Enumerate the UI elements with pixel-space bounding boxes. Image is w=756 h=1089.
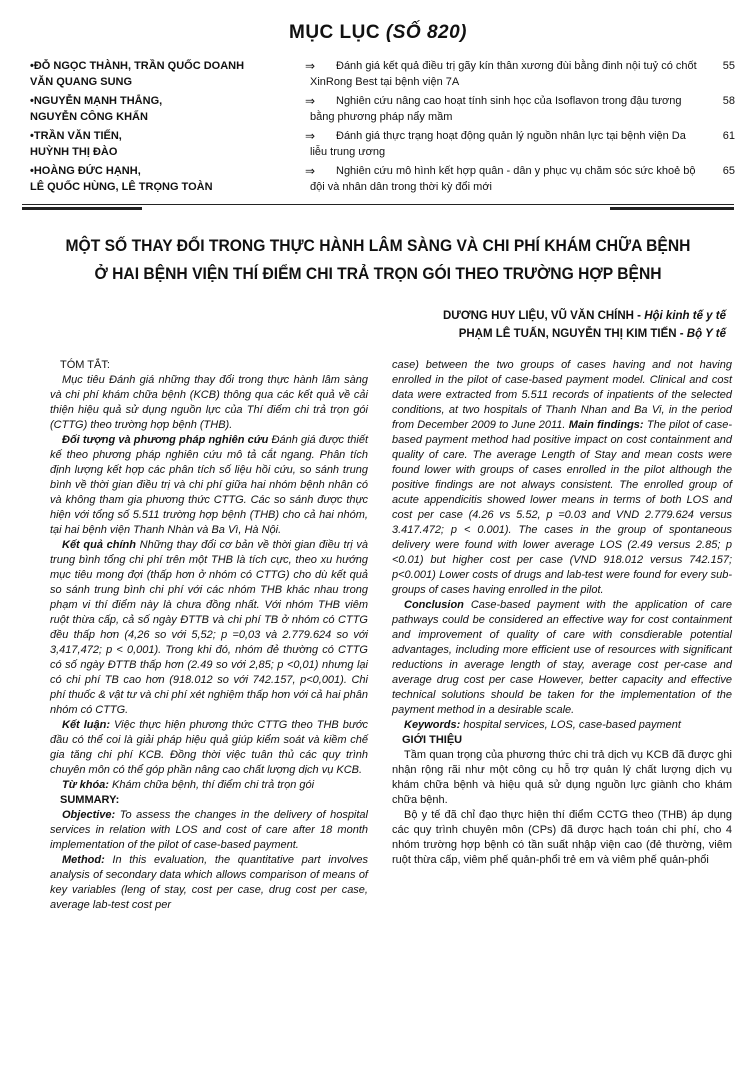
summary-label: Method: bbox=[62, 854, 105, 866]
summary-label: Keywords: bbox=[404, 719, 461, 731]
summary-text: case) between the two groups of cases having and not having enrolled in the pilot of case-based payment model. Clinical and cost data were extracted from 5.511 records of inpatients of the selected conditions, at two hospitals of Thanh Nhan and Ba Vi, in the period from December 2009 to June 2011. bbox=[392, 359, 732, 431]
right-column bbox=[392, 358, 732, 868]
toc-authors-line: •NGUYỄN MẠNH THẮNG, bbox=[30, 95, 163, 107]
section-heading-introduction: GIỚI THIỆU bbox=[402, 734, 463, 746]
abstract-results bbox=[50, 538, 368, 718]
toc-entry-title: Nghiên cứu nâng cao hoạt tính sinh học của Isoflavon trong đậu tương bằng phương pháp nẩy mầm bbox=[310, 95, 682, 123]
toc-authors-line: HUỲNH THỊ ĐÀO bbox=[30, 146, 118, 158]
summary-continuation bbox=[392, 358, 732, 598]
toc-authors-line: NGUYỄN CÔNG KHẨN bbox=[30, 111, 148, 123]
abstract-objective bbox=[50, 373, 368, 433]
author-names: PHẠM LÊ TUẤN, NGUYỄN THỊ KIM TIẾN - bbox=[458, 328, 687, 340]
toc-page-number: 61 bbox=[722, 130, 735, 142]
abstract-text: Khám chữa bệnh, thí điểm chi trả trọn gói bbox=[108, 779, 315, 791]
author-names: DƯƠNG HUY LIỆU, VŨ VĂN CHÍNH - bbox=[442, 310, 645, 322]
arrow-icon: ⇒ bbox=[305, 129, 316, 143]
toc-entry-authors bbox=[30, 58, 300, 90]
summary-text: The pilot of case-based payment method had positive impact on cost containment and quality of care. The average Length of Stay and mean costs were found lower with groups of cases enrolled in the pilot although the positive findings are not always consistent. The enrolled group of acute appendicitis showed lower means in terms of both LOS and cost per case (4.26 vs 5.52, p =0.03 and VND 2.779.624 versus 3.417.472; p < 0.001). The cases in the group of spontaneous delivery were found with lower average LOS (2.49 versus 2.85; p <0.01) but higher cost per case (VND 918.012 versus 742.157; p<0.001) Lower costs of drugs and lab-test were found for every sub-groups of cases having enrolled in the pilot. bbox=[392, 419, 732, 596]
article-authors bbox=[443, 307, 726, 343]
abstract-conclusion bbox=[50, 718, 368, 778]
summary-text: Case-based payment with the application of care pathways could be considered an effective way for cost containment and improvement of quality of care with consdierable potential advantages, including more efficient use of resources with significant reductions in average length of stay, average cost per-case and average drug cost per case However, better capacity and effective technical solutions should be taken for the implementation of the payment method in a desirable scale. bbox=[392, 599, 732, 716]
abstract-label: Từ khóa: bbox=[62, 779, 109, 791]
toc-entry[interactable] bbox=[30, 163, 735, 198]
toc-entry-title: Nghiên cứu mô hình kết hợp quân - dân y phục vụ chăm sóc sức khoẻ bộ đội và nhân dân trong thời kỳ đổi mới bbox=[310, 165, 696, 193]
article-title-line: MỘT SỐ THAY ĐỔI TRONG THỰC HÀNH LÂM SÀNG VÀ CHI PHÍ KHÁM CHỮA BỆNH bbox=[65, 236, 691, 255]
left-column bbox=[50, 358, 368, 913]
summary-method bbox=[50, 853, 368, 913]
article-title-line: Ở HAI BỆNH VIỆN THÍ ĐIỂM CHI TRẢ TRỌN GÓI THEO TRƯỜNG HỢP BỆNH bbox=[94, 264, 662, 283]
author-affiliation: Bộ Y tế bbox=[686, 328, 726, 340]
toc-entry-authors bbox=[30, 128, 300, 160]
summary-label: Conclusion bbox=[404, 599, 464, 611]
summary-text: hospital services, LOS, case-based payment bbox=[460, 719, 681, 731]
summary-keywords bbox=[392, 718, 732, 733]
toc-entry-title: Đánh giá kết quả điều trị gãy kín thân xương đùi bằng đinh nội tuỷ có chốt XinRong Best tại bệnh viện 7A bbox=[310, 60, 697, 88]
toc-authors-line: •TRẦN VĂN TIẾN, bbox=[30, 130, 122, 142]
abstract-text: Những thay đổi cơ bản về thời gian điều trị và trung bình tổng chi phí trên một THB là tích cực, theo xu hướng mục tiêu mong đợi (thấp hơn ở nhóm có CTTG) cho dù kết quả so sánh trung bình chi phí với các nhóm THB khác nhau trong phạm vi thí điểm này là chưa đồng nhất. Với nhóm THB viêm ruột thừa cấp, cả số ngày ĐTTB và chi phí TB ở nhóm có CTTG đều thấp hơn (4,26 so với 5,52; p =0,03 và 2.779.624 so với 3,417,472; p < 0,001). Trong khi đó, nhóm đẻ thường có CTTG có số ngày ĐTTB thấp hơn (2.49 so với 2,85; p <0,01) nhưng lại có chi phí TB cao hơn (918.012 so với 742.157, p<0,001). Chi phí thuốc & vật tư và chi phí xét nghiệm thấp hơn với cả hai phân nhóm có CTTG. bbox=[50, 539, 368, 716]
abstract-label: Kết luận: bbox=[62, 719, 111, 731]
abstract-label: Mục tiêu bbox=[62, 374, 105, 386]
toc-authors-line: •HOÀNG ĐỨC HẠNH, bbox=[30, 165, 141, 177]
author-affiliation: Hội kinh tế y tế bbox=[644, 310, 726, 322]
toc-authors-line: VĂN QUANG SUNG bbox=[30, 76, 133, 88]
author-line bbox=[443, 307, 726, 325]
summary-label: Main findings: bbox=[568, 419, 644, 431]
section-heading-tomtat: TÓM TẮT: bbox=[60, 359, 110, 371]
toc-page-number: 65 bbox=[722, 165, 735, 177]
author-line bbox=[443, 325, 726, 343]
summary-text: To assess the changes in the delivery of hospital services in relation with LOS and cost of care after 18 month implementation of the pilot of case-based payment. bbox=[50, 809, 368, 851]
summary-objective bbox=[50, 808, 368, 853]
abstract-label: Kết quả chính bbox=[62, 539, 136, 551]
abstract-methods bbox=[50, 433, 368, 538]
abstract-keywords bbox=[50, 778, 368, 793]
body-paragraph: Tầm quan trọng của phương thức chi trả dịch vụ KCB đã được ghi nhận rộng rãi như một công cụ hỗ trợ quản lý chất lượng dịch vụ khám chữa bệnh và hiệu quả sử dụng nguồn lực giành cho khám chữa bệnh. bbox=[392, 749, 732, 806]
abstract-label: Đối tượng và phương pháp nghiên cứu bbox=[62, 434, 269, 446]
abstract-text: Đánh giá được thiết kế theo phương pháp nghiên cứu mô tả cắt ngang. Phân tích định lượng kết hợp các phân tích số liệu hồi cứu, so sánh trung bình về thời gian điều trị và chi phí giữa hai nhóm bệnh nhân có và không tham gia phương thức CTTG. Các so sánh được thực hiện với tổng số 5.511 trường hợp bệnh (THB) cho cả hai nhóm, tại hai bệnh viện Thanh Nhàn và Ba Vì, Hà Nội. bbox=[50, 434, 369, 536]
toc-entry-authors bbox=[30, 163, 300, 195]
section-divider bbox=[22, 204, 734, 205]
article-title bbox=[58, 232, 698, 288]
toc-title bbox=[0, 22, 756, 44]
toc-page-number: 58 bbox=[722, 95, 735, 107]
toc-entry[interactable] bbox=[30, 128, 735, 163]
section-heading-summary: SUMMARY: bbox=[60, 794, 120, 806]
abstract-text: Đánh giá những thay đổi trong thực hành lâm sàng và chi phí khám chữa bệnh (KCB) thông qua các kết quả về cải thiện hiệu quả sử dụng nguồn lực của Thí điểm chi trả trọn gói (CTTG) theo trường hợp bệnh (THB). bbox=[50, 374, 369, 431]
arrow-icon: ⇒ bbox=[305, 164, 316, 178]
section-divider-accent bbox=[610, 207, 734, 210]
toc-issue-number: (SỐ 820) bbox=[385, 22, 467, 43]
toc-page-number: 55 bbox=[722, 60, 735, 72]
toc-entry-authors bbox=[30, 93, 300, 125]
toc-title-main: MỤC LỤC bbox=[289, 22, 381, 43]
toc-entry[interactable] bbox=[30, 58, 735, 93]
summary-conclusion bbox=[392, 598, 732, 718]
toc-entry[interactable] bbox=[30, 93, 735, 128]
toc-authors-line: LÊ QUỐC HÙNG, LÊ TRỌNG TOÀN bbox=[30, 181, 213, 193]
table-of-contents bbox=[30, 58, 735, 198]
toc-entry-title: Đánh giá thực trạng hoạt động quản lý nguồn nhân lực tại bệnh viện Da liễu trung ương bbox=[310, 130, 686, 158]
arrow-icon: ⇒ bbox=[305, 94, 316, 108]
section-divider-accent bbox=[22, 207, 142, 210]
summary-label: Objective: bbox=[62, 809, 116, 821]
abstract-text: Việc thực hiện phương thức CTTG theo THB bước đầu có thể coi là giải pháp hiệu quả giúp kiểm soát và kiềm chế gia tăng chi phí KCB. Đồng thời việc tuân thủ các quy trình chuyên môn có thể góp phần nâng cao chất lượng dịch vụ KCB. bbox=[50, 719, 368, 776]
summary-text: In this evaluation, the quantitative part involves analysis of secondary data which allows comparison of means of key variables (leng of stay, cost per case, drug cost per case, average lab-test cost per bbox=[50, 854, 368, 911]
toc-authors-line: •ĐỖ NGỌC THÀNH, TRẦN QUỐC DOANH bbox=[30, 60, 245, 72]
arrow-icon: ⇒ bbox=[305, 59, 316, 73]
body-paragraph: Bộ y tế đã chỉ đạo thực hiện thí điểm CCTG theo (THB) áp dụng các quy trình chuyên môn (CPs) đã được hạch toán chi phí, cho 4 nhóm trường hợp bệnh có tần suất nhập viện cao (đẻ thường, viêm ruột thừa cấp, viêm phế quản-phổi trẻ em và viêm phế quản-phổi bbox=[392, 809, 732, 866]
